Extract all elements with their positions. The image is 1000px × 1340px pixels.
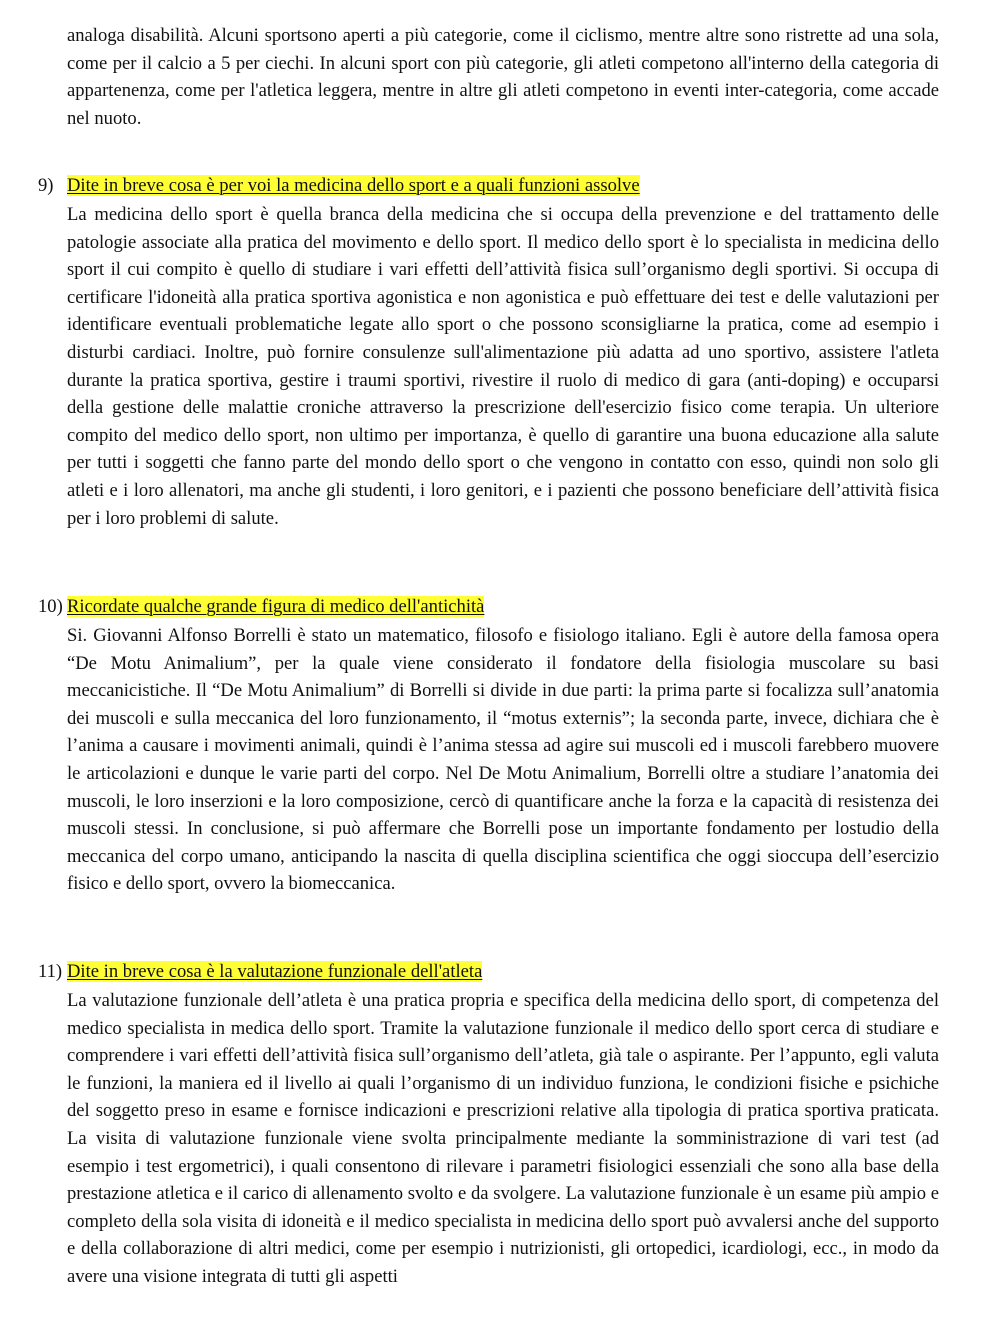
answer-paragraph-11: La valutazione funzionale dell’atleta è una pratica propria e specifica della medicina dello sport, di competenza del medico specialista in medica dello sport. Tramite la valutazione funzionale il medico dello sport cerca di studiare e comprendere i vari effetti dell’attività fisica sull’organismo dell’atleta, già tale o aspirante. Per l’appunto, egli valuta le funzioni, la maniera ed il livello ai quali l’organismo di un individuo funziona, le condizioni fisiche e psichiche del soggetto preso in esame e fornisce indicazioni e prescrizioni relative alla tipologia di pratica sportiva praticata. La visita di valutazione funzionale viene svolta principalmente mediante la somministrazione di vari test (ad esempio i test ergometrici), i quali consentono di rilevare i parametri fisiologici essenziali che sono alla base della prestazione atletica e il carico di allenamento svolto e da svolgere. La valutazione funzionale è un esame più ampio e completo della sola visita di idoneità e il medico specialista in medicina dello sport può avvalersi anche del supporto e della collaborazione di altri medici, come per esempio i nutrizionisti, gli ortopedici, icardiologi, ecc., in modo da avere una visione integrata di tutti gli aspetti — [67, 990, 939, 1287]
question-number: 9) — [38, 175, 54, 196]
question-title: Ricordate qualche grande figura di medico dell'antichità — [67, 596, 485, 617]
question-title: Dite in breve cosa è la valutazione funzionale dell'atleta — [67, 961, 483, 982]
question-heading-10 — [38, 595, 484, 619]
question-heading-9 — [38, 174, 640, 198]
question-number: 10) — [38, 596, 63, 617]
question-title: Dite in breve cosa è per voi la medicina dello sport e a quali funzioni assolve — [67, 175, 640, 196]
question-heading-11 — [38, 960, 482, 984]
answer-paragraph-10: Si. Giovanni Alfonso Borrelli è stato un matematico, filosofo e fisiologo italiano. Egli è autore della famosa opera “De Motu Animalium”, per la quale viene considerato il fondatore della fisiologia muscolare su basi meccanicistiche. Il “De Motu Animalium” di Borrelli si divide in due parti: la prima parte si focalizza sull’anatomia dei muscoli e sulla meccanica del loro funzionamento, il “motus externis”; la seconda parte, invece, dichiara che è l’anima a causare i movimenti animali, quindi è l’anima stessa ad agire sui muscoli ed i muscoli farebbero muovere le articolazioni e dunque le varie parti del corpo. Nel De Motu Animalium, Borrelli oltre a studiare l’anatomia dei muscoli, le loro inserzioni e la loro composizione, cercò di quantificare anche la forza e la capacità di resistenza dei muscoli stessi. In conclusione, si può affermare che Borrelli pose un importante fondamento per lostudio della meccanica del corpo umano, anticipando la nascita di quella disciplina scientifica che oggi sioccupa dell’esercizio fisico e dello sport, ovvero la biomeccanica. — [67, 625, 939, 895]
intro-paragraph: analoga disabilità. Alcuni sportsono aperti a più categorie, come il ciclismo, mentre altre sono ristrette ad una sola, come per il calcio a 5 per ciechi. In alcuni sport con più categorie, gli atleti competono all'interno della categoria di appartenenza, come per l'atletica leggera, mentre in altre gli atleti competono in eventi inter-categoria, come accade nel nuoto. — [67, 25, 939, 129]
answer-paragraph-9: La medicina dello sport è quella branca della medicina che si occupa della prevenzione e del trattamento delle patologie associate alla pratica del movimento e dello sport. Il medico dello sport è lo specialista in medicina dello sport il cui compito è quello di studiare i vari effetti dell’attività fisica sull’organismo degli sportivi. Si occupa di certificare l'idoneità alla pratica sportiva agonistica e non agonistica e può effettuare dei test e delle valutazioni per identificare eventuali problematiche legate allo sport o che possono sconsigliarne la pratica, come ad esempio i disturbi cardiaci. Inoltre, può fornire consulenze sull'alimentazione più adatta ad uno sportivo, assistere l'atleta durante la pratica sportiva, gestire i traumi sportivi, rivestire il ruolo di medico di gara (anti-doping) e occuparsi della gestione delle malattie croniche attraverso la prescrizione dell'esercizio fisico come terapia. Un ulteriore compito del medico dello sport, non ultimo per importanza, è quello di garantire una buona educazione alla salute per tutti i soggetti che fanno parte del mondo dello sport o che vengono in contatto con esso, quindi non solo gli atleti e i loro allenatori, ma anche gli studenti, i loro genitori, e i pazienti che possono beneficiare dell’attività fisica per i loro problemi di salute. — [67, 204, 939, 529]
question-number: 11) — [38, 961, 63, 982]
